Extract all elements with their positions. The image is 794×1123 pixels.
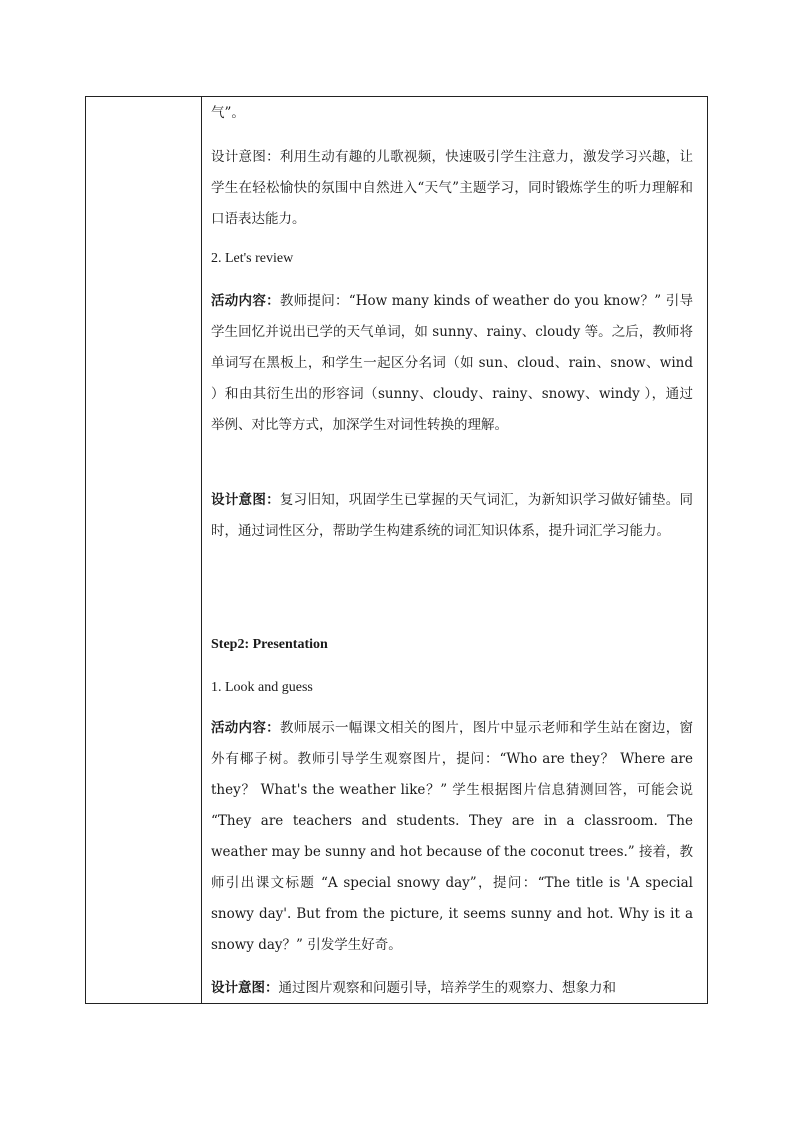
design-intent-label: 设计意图： xyxy=(211,492,280,508)
look-activity-text: 教师展示一幅课文相关的图片，图片中显示老师和学生站在窗边，窗外有椰子树。教师引导学生观察图片，提问：“Who are they？ Where are they？ What's the weather like？” 学生根据图片信息猜测回答，可能会说 “They are teachers and students. They are in a classroom. The weather may be sunny and hot because of the coconut trees.” 接着，教师引出课文标题 “A special snowy day”，提问：“The title is 'A special snowy day'. But from the picture, it seems sunny and hot. Why is it a snowy day？” 引发学生好奇。 xyxy=(211,720,694,953)
activity-label: 活动内容： xyxy=(211,293,280,309)
look-guess-subtitle: 1. Look and guess xyxy=(211,680,313,695)
design-intent-paragraph-1: 设计意图：利用生动有趣的儿歌视频，快速吸引学生注意力，激发学习兴趣，让学生在轻松愉快的氛围中自然进入“天气”主题学习，同时锻炼学生的听力理解和口语表达能力。 xyxy=(211,149,693,227)
design-intent-paragraph-2 xyxy=(211,485,693,547)
design-intent-label: 设计意图： xyxy=(211,980,279,996)
step2-heading: Step2: Presentation xyxy=(211,637,328,652)
design-intent-paragraph-3 xyxy=(211,973,693,1004)
look-activity-paragraph xyxy=(211,713,693,961)
activity-label: 活动内容： xyxy=(211,720,280,736)
continuation-line: 气”。 xyxy=(211,105,245,121)
review-activity-paragraph xyxy=(211,286,693,441)
review-subtitle: 2. Let's review xyxy=(211,251,294,266)
design-intent-text: 复习旧知，巩固学生已掌握的天气词汇，为新知识学习做好铺垫。同时，通过词性区分，帮助学生构建系统的词汇知识体系，提升词汇学习能力。 xyxy=(211,492,694,539)
design-intent-text: 通过图片观察和问题引导，培养学生的观察力、想象力和 xyxy=(278,980,616,996)
table-column-divider xyxy=(201,96,202,1004)
review-activity-text: 教师提问：“How many kinds of weather do you know？” 引导学生回忆并说出已学的天气单词，如 sunny、rainy、cloudy 等。之后，教师将单词写在黑板上，和学生一起区分名词（如 sun、cloud、rain、snow、wind ）和由其衍生出的形容词（sunny、cloudy、rainy、snowy、windy ），通过举例、对比等方式，加深学生对词性转换的理解。 xyxy=(211,293,693,433)
